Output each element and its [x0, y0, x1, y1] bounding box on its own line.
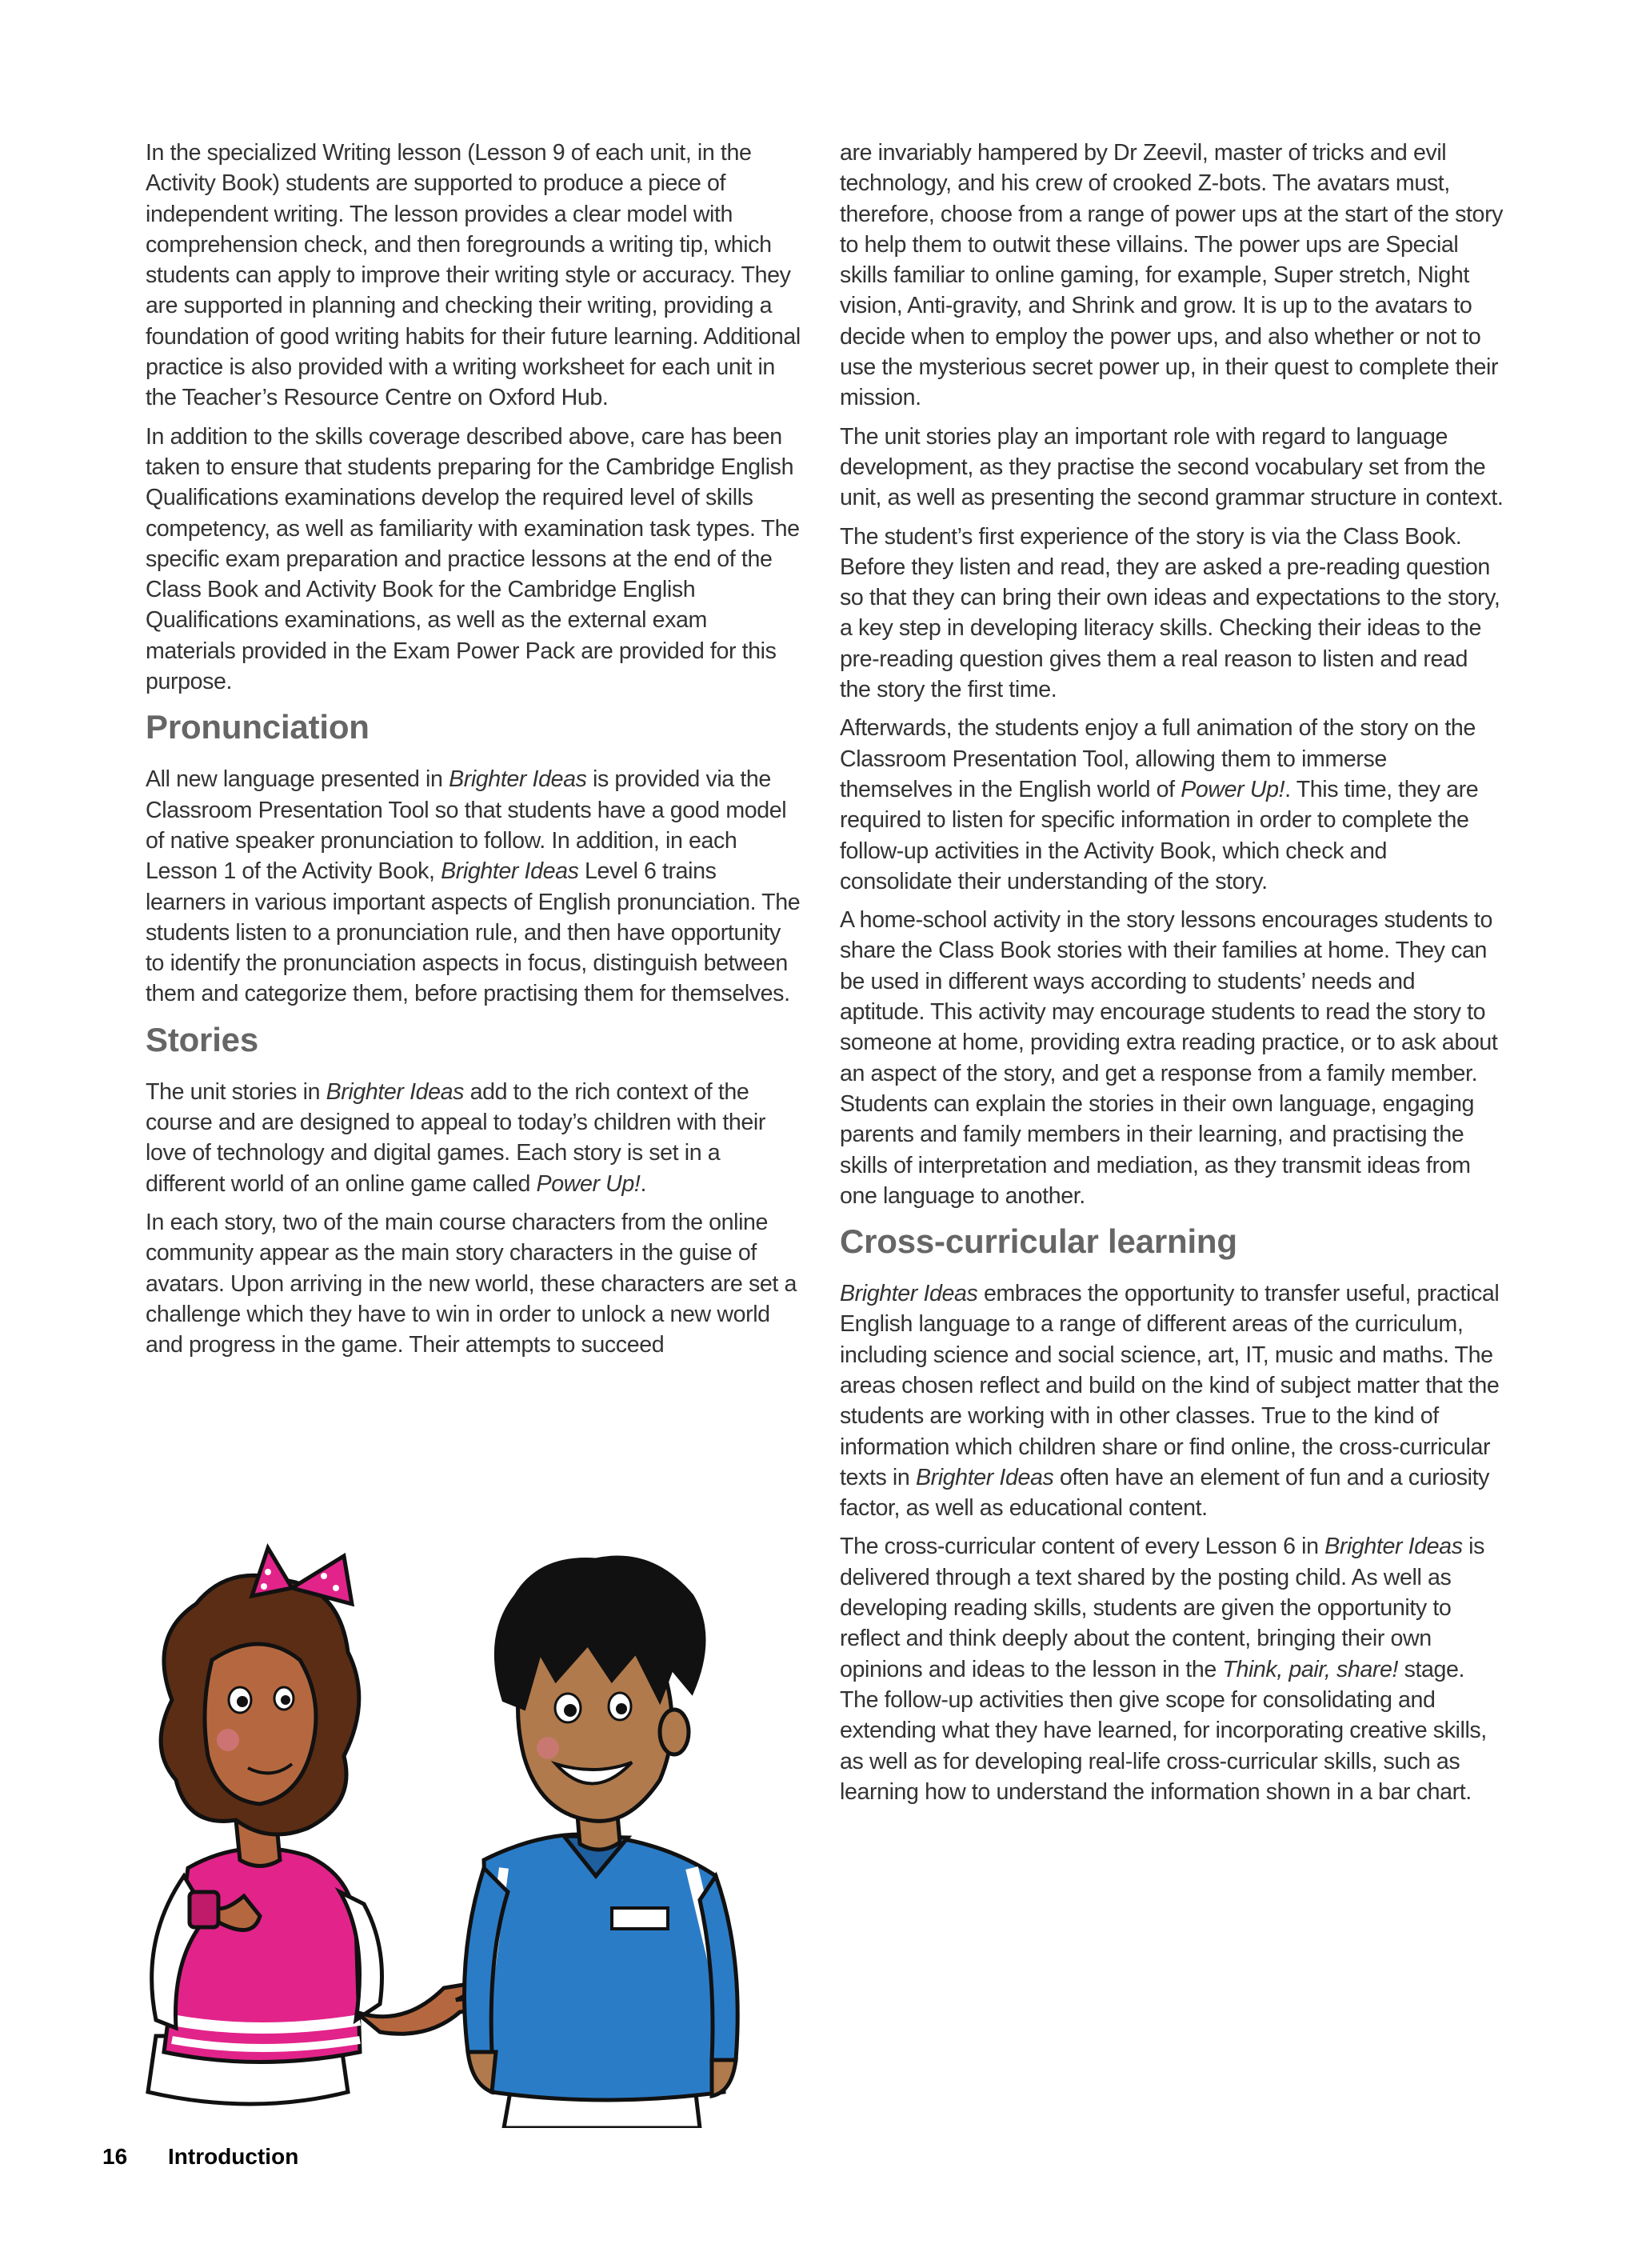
section-name: Introduction: [168, 2144, 299, 2169]
animation-paragraph: Afterwards, the students enjoy a full animation of the story on the Classroom Presentation Tool, allowing them to immerse themselves in the English world of Power Up!. This time, they are required to listen for specific information in order to complete the follow-up activities in the Activity Book, which check and consolidate their understanding of the story.: [840, 715, 1479, 894]
stories-avatars-paragraph: In each story, two of the main course characters from the online community appear as the main story characters in the guise of avatars. Upon arriving in the new world, these characters are set a challenge which they have to win in order to unlock a new world and progress in the game. Their attempts to succeed: [146, 1209, 797, 1358]
language-development-paragraph: The unit stories play an important role with regard to language development, as they practise the second vocabulary set from the unit, as well as presenting the second grammar structure in context.: [840, 423, 1504, 511]
pronunciation-paragraph: All new language presented in Brighter Ideas is provided via the Classroom Presentation Tool so that students have a good model of native speaker pronunciation to follow. In addition, in each Lesson 1 of the Activity Book, Brighter Ideas Level 6 trains learners in various important aspects of English pronunciation. The students listen to a pronunciation rule, and then have opportunity to identify the pronunciation aspects in focus, distinguish between them and categorize them, before practising them for themselves.: [146, 766, 801, 1007]
right-column: [840, 138, 1504, 1815]
cross-curricular-heading: Cross-curricular learning: [840, 1222, 1237, 1261]
writing-lesson-paragraph: In the specialized Writing lesson (Lesson 9 of each unit, in the Activity Book) students are supported to produce a piece of independent writing. The lesson provides a clear model with comprehension check, and then foregrounds a writing tip, which students can apply to improve their writing style or accuracy. They are supported in planning and checking their writing, providing a foundation of good writing habits for their future learning. Additional practice is also provided with a writing worksheet for each unit in the Teacher’s Resource Centre on Oxford Hub.: [146, 140, 801, 411]
exam-preparation-paragraph: In addition to the skills coverage described above, care has been taken to ensure that students preparing for the Cambridge English Qualifications examinations develop the required level of skills competency, as well as familiarity with examination task types. The specific exam preparation and practice lessons at the end of the Class Book and Activity Book for the Cambridge English Qualifications examinations, as well as the external exam materials provided in the Exam Power Pack are provided for this purpose.: [146, 423, 800, 695]
villains-paragraph: are invariably hampered by Dr Zeevil, master of tricks and evil technology, and his crew of crooked Z-bots. The avatars must, therefore, choose from a range of power ups at the start of the story to help them to outwit these villains. The power ups are Special skills familiar to online gaming, for example, Super stretch, Night vision, Anti-gravity, and Shrink and grow. It is up to the avatars to decide when to employ the power ups, and also whether or not to use the mysterious secret power up, in their quest to complete their mission.: [840, 140, 1504, 411]
page-number: 16: [102, 2144, 128, 2169]
stories-intro-paragraph: The unit stories in Brighter Ideas add to the rich context of the course and are designed to appeal to today’s children with their love of technology and digital games. Each story is set in a different world of an online game called Power Up!.: [146, 1078, 766, 1197]
stories-heading: Stories: [146, 1020, 258, 1058]
home-school-paragraph: A home-school activity in the story lessons encourages students to share the Class Book stories with their families at home. They can be used in different ways according to students’ needs and aptitude. This activity may encourage students to read the story to someone at home, providing extra reading practice, or to ask about an aspect of the story, and get a response from a family member. Students can explain the stories in their own language, engaging parents and family members in their learning, and practising the skills of interpretation and mediation, as they transmit ideas from one language to another.: [840, 907, 1498, 1209]
page-footer: [102, 2144, 298, 2170]
cross-curricular-paragraph-1: Brighter Ideas embraces the opportunity to transfer useful, practical English language to a range of different areas of the curriculum, including science and social science, art, IT, music and maths. The areas chosen reflect and build on the kind of subject matter that the students are working with in other classes. True to the kind of information which children share or find online, the cross-curricular texts in Brighter Ideas often have an element of fun and a curiosity factor, as well as educational content.: [840, 1281, 1500, 1522]
first-experience-paragraph: The student’s first experience of the story is via the Class Book. Before they listen and read, they are asked a pre-reading question so that they can bring their own ideas and expectations to the story, a key step in developing literacy skills. Checking their ideas to the pre-reading question gives them a real reason to listen and read the story the first time.: [840, 523, 1500, 703]
cartoon-characters-illustration: [140, 1540, 812, 2128]
pronunciation-heading: Pronunciation: [146, 708, 370, 746]
girl-character: [148, 1548, 485, 2104]
cross-curricular-paragraph-2: The cross-curricular content of every Lesson 6 in Brighter Ideas is delivered through a text shared by the posting child. As well as developing reading skills, students are given the opportunity to reflect and think deeply about the content, bringing their own opinions and ideas to the lesson in the Think, pair, share! stage. The follow-up activities then give scope for consolidating and extending what they have learned, for incorporating creative skills, as well as for developing real-life cross-curricular skills, such as learning how to understand the information shown in a bar chart.: [840, 1534, 1487, 1805]
left-column: [146, 138, 801, 1368]
boy-character: [465, 1558, 738, 2128]
